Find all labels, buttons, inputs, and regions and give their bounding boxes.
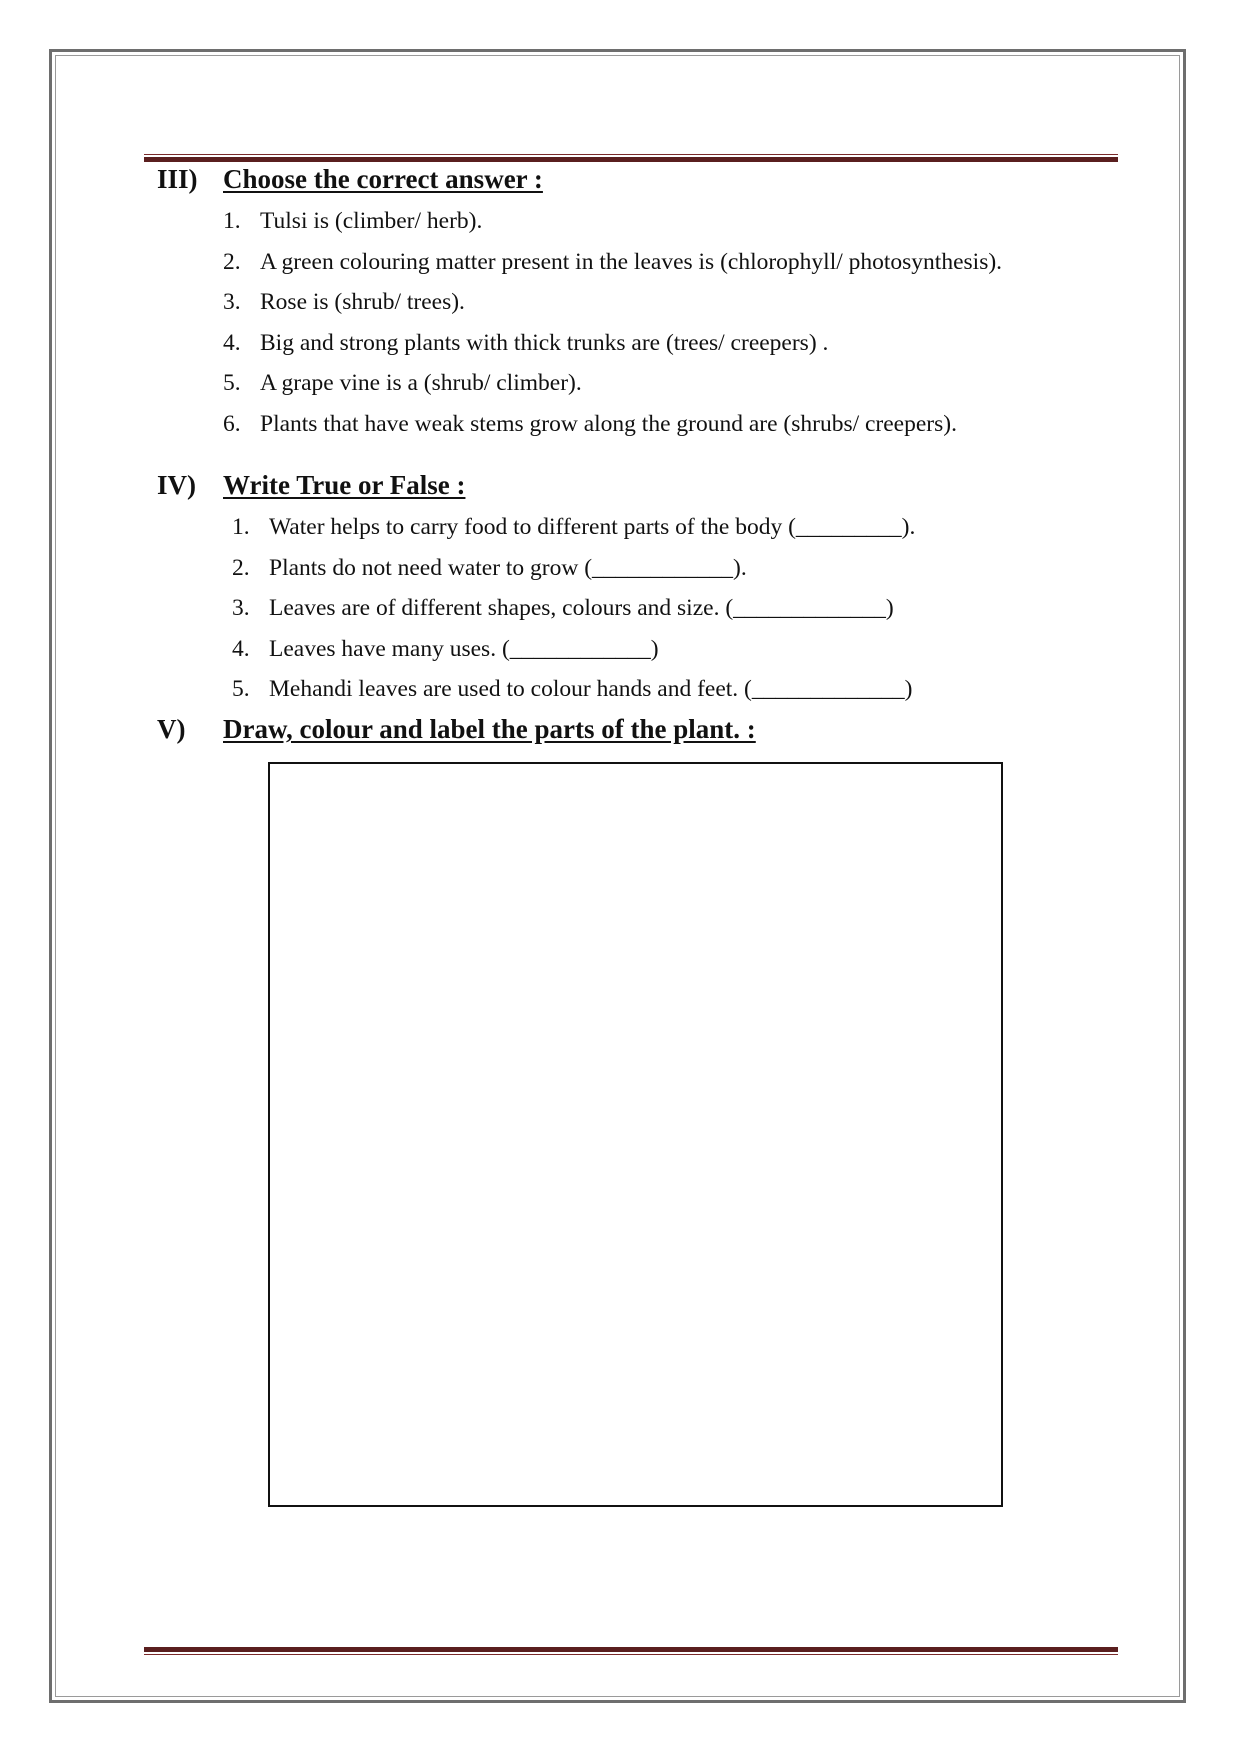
section-title: Draw, colour and label the parts of the plant. : — [223, 714, 756, 744]
section-number: III) — [157, 164, 198, 194]
section-title: Write True or False : — [223, 470, 466, 500]
list-item: 4. Leaves have many uses. (____________) — [232, 635, 659, 662]
list-item: 3. Leaves are of different shapes, colours and size. (_____________) — [232, 595, 894, 621]
section-number: V) — [157, 714, 186, 744]
section-number: IV) — [157, 470, 196, 500]
list-item: 4. Big and strong plants with thick trunks are (trees/ creepers) . — [223, 329, 829, 356]
section-heading-choose — [157, 163, 543, 195]
list-item: 5. A grape vine is a (shrub/ climber). — [223, 370, 582, 396]
list-item: 6. Plants that have weak stems grow along the ground are (shrubs/ creepers). — [223, 410, 957, 437]
section-heading-draw — [157, 713, 756, 745]
header-rule — [144, 154, 1118, 162]
section-title: Choose the correct answer : — [223, 164, 543, 194]
section-heading-true-false — [157, 469, 465, 501]
list-item: 1. Water helps to carry food to different parts of the body (_________). — [232, 514, 916, 540]
true-false-list — [232, 507, 915, 710]
list-item: 2. A green colouring matter present in the leaves is (chlorophyll/ photosynthesis). — [223, 248, 1003, 275]
list-item: 1. Tulsi is (climber/ herb). — [223, 208, 483, 234]
list-item: 3. Rose is (shrub/ trees). — [223, 289, 465, 315]
drawing-box[interactable] — [268, 762, 1003, 1507]
list-item: 2. Plants do not need water to grow (____________). — [232, 554, 747, 581]
list-item: 5. Mehandi leaves are used to colour hands and feet. (_____________) — [232, 676, 913, 702]
footer-rule — [144, 1647, 1118, 1655]
choose-answer-list — [223, 201, 1002, 444]
